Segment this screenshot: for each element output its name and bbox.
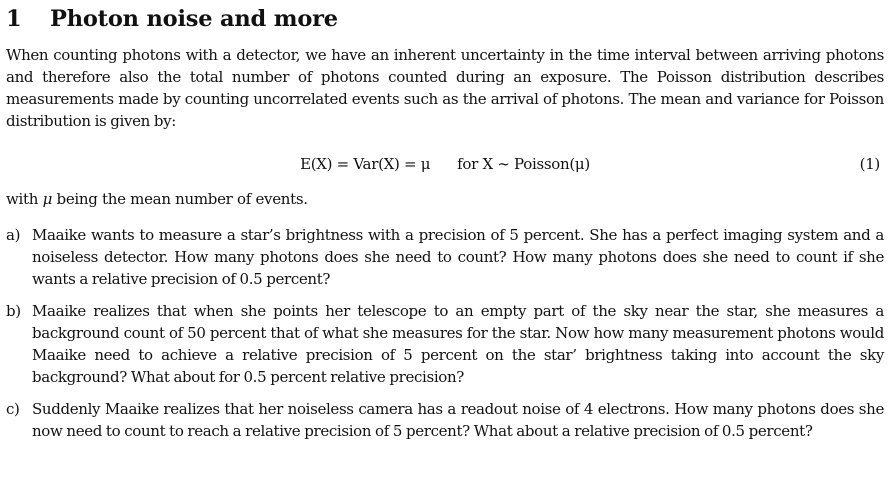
- question-a: [6, 224, 884, 290]
- intro-paragraph: When counting photons with a detector, we have an inherent uncertainty in the time interval between arriving photons and therefore also the total number of photons counted during an exposure. The Poisson distribution describes measurements made by counting uncorrelated events such as the arrival of photons. The mean and variance for Poisson distribution is given by:: [6, 46, 884, 130]
- mu-definition-prefix: with: [6, 190, 39, 208]
- question-list: [6, 224, 884, 442]
- mu-definition: [6, 188, 884, 210]
- question-c: [6, 398, 884, 442]
- question-c-text: Suddenly Maaike realizes that her noiseless camera has a readout noise of 4 electrons. How many photons does she now need to count to reach a relative precision of 5 percent? What about a relative precision of 0.5 percent?: [32, 400, 884, 440]
- section-title: Photon noise and more: [50, 6, 338, 32]
- question-c-label: c): [6, 400, 20, 418]
- question-a-label: a): [6, 226, 21, 244]
- question-b: [6, 300, 884, 388]
- question-a-text: Maaike wants to measure a star’s brightness with a precision of 5 percent. She has a perfect imaging system and a noiseless detector. How many photons does she need to count? How many photons does she need to count if she wants a relative precision of 0.5 percent?: [32, 226, 884, 288]
- equation-number: (1): [859, 155, 880, 173]
- section-heading: [6, 0, 884, 36]
- question-b-label: b): [6, 302, 21, 320]
- question-b-text: Maaike realizes that when she points her telescope to an empty part of the sky near the star, she measures a background count of 50 percent that of what she measures for the star. Now how many measurement photons would Maaike need to achieve a relative precision of 5 percent on the star’ brightness taking into account the sky background? What about for 0.5 percent relative precision?: [32, 302, 884, 386]
- equation-condition: for X ∼ Poisson(μ): [457, 155, 590, 173]
- mu-symbol: μ: [42, 190, 53, 208]
- mu-definition-suffix: being the mean number of events.: [56, 190, 308, 208]
- equation-block: [6, 148, 884, 180]
- equation-lhs: E(X) = Var(X) = μ: [300, 155, 431, 173]
- section-number: 1: [6, 6, 22, 32]
- poisson-equation: [6, 148, 884, 180]
